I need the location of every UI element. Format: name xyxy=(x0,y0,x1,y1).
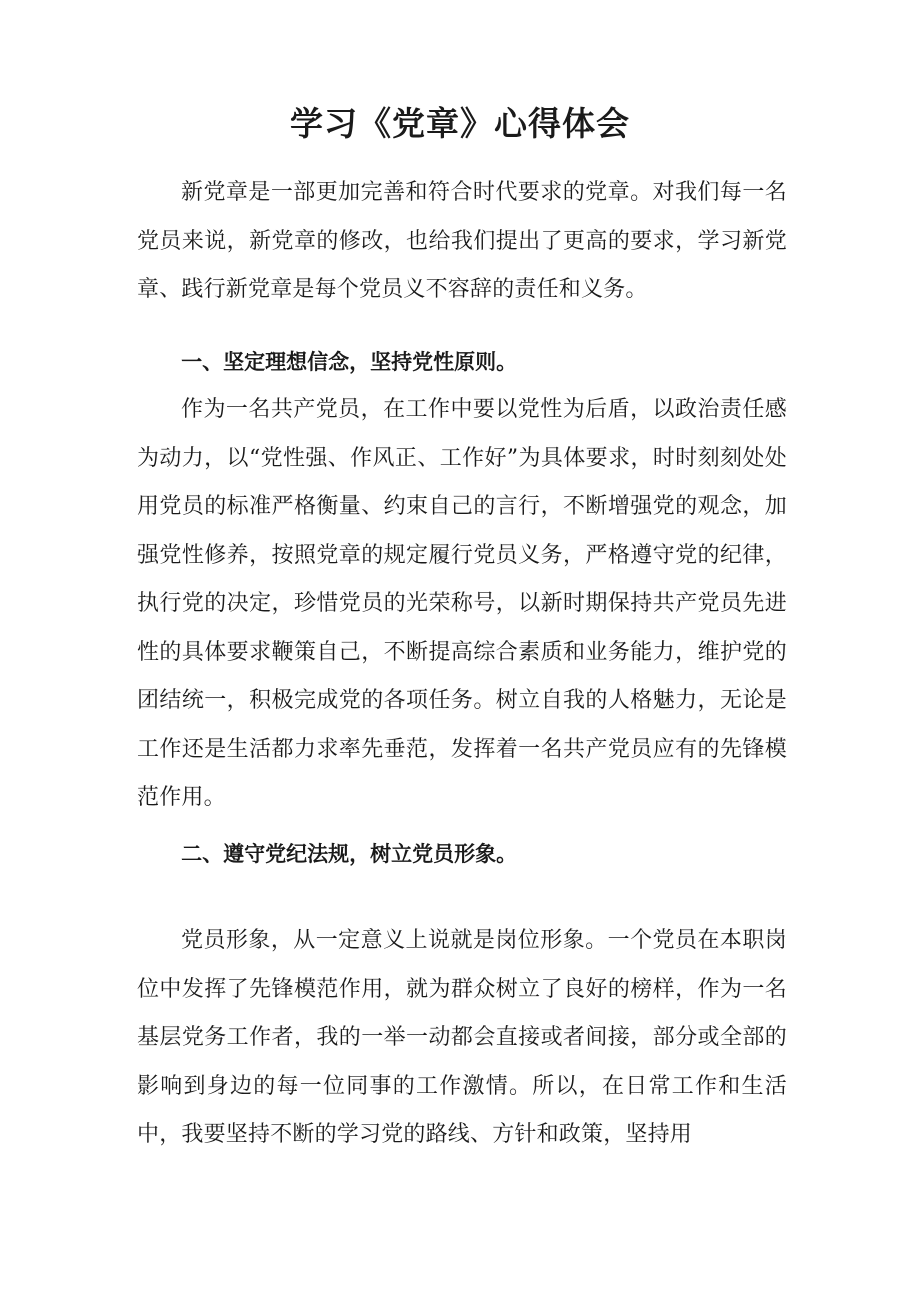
section-1-paragraph: 作为一名共产党员，在工作中要以党性为后盾，以政治责任感为动力，以“党性强、作风正、工作好”为具体要求，时时刻刻处处用党员的标准严格衡量、约束自己的言行，不断增强党的观念，加强党性修养，按照党章的规定履行党员义务，严格遵守党的纪律，执行党的决定，珍惜党员的光荣称号，以新时期保持共产党员先进性的具体要求鞭策自己，不断提高综合素质和业务能力，维护党的团结统一，积极完成党的各项任务。树立自我的人格魅力，无论是工作还是生活都力求率先垂范，发挥着一名共产党员应有的先锋模范作用。 xyxy=(137,397,787,810)
intro-paragraph: 新党章是一部更加完善和符合时代要求的党章。对我们每一名党员来说，新党章的修改，也给我们提出了更高的要求，学习新党章、践行新党章是每个党员义不容辞的责任和义务。 xyxy=(137,180,787,302)
document-title: 学习《党章》心得体会 xyxy=(290,104,630,143)
section-heading-2: 二、遵守党纪法规，树立党员形象。 xyxy=(181,842,518,866)
section-heading-1: 一、坚定理想信念，坚持党性原则。 xyxy=(181,350,518,374)
section-2-paragraph: 党员形象，从一定意义上说就是岗位形象。一个党员在本职岗位中发挥了先锋模范作用，就为群众树立了良好的榜样，作为一名基层党务工作者，我的一举一动都会直接或者间接，部分或全部的影响到身边的每一位同事的工作激情。所以，在日常工作和生活中，我要坚持不断的学习党的路线、方针和政策，坚持用 xyxy=(137,928,787,1147)
